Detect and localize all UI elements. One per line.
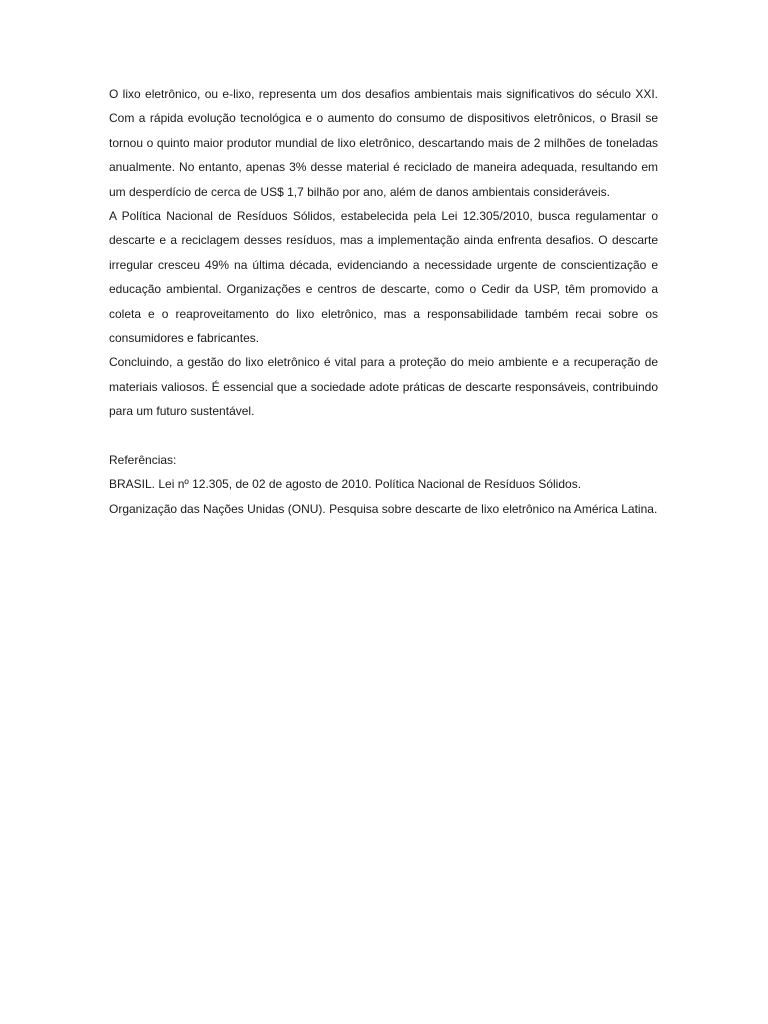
references-heading: Referências:	[109, 453, 177, 468]
reference-item-law: BRASIL. Lei nº 12.305, de 02 de agosto de 2010. Política Nacional de Resíduos Sólidos.	[109, 477, 582, 492]
reference-item-onu: Organização das Nações Unidas (ONU). Pesquisa sobre descarte de lixo eletrônico na América Latina.	[109, 501, 658, 516]
paragraph-intro: O lixo eletrônico, ou e-lixo, representa um dos desafios ambientais mais significativos do século XXI. Com a rápida evolução tecnológica e o aumento do consumo de dispositivos eletrônicos, o Brasil se tornou o quinto maior produtor mundial de lixo eletrônico, descartando mais de 2 milhões de toneladas anualmente. No entanto, apenas 3% desse material é reciclado de maneira adequada, resultando em um desperdício de cerca de US$ 1,7 bilhão por ano, além de danos ambientais consideráveis.	[109, 87, 658, 199]
paragraph-policy: A Política Nacional de Resíduos Sólidos, estabelecida pela Lei 12.305/2010, busca regulamentar o descarte e a reciclagem desses resíduos, mas a implementação ainda enfrenta desafios. O descarte irregular cresceu 49% na última década, evidenciando a necessidade urgente de conscientização e educação ambiental. Organizações e centros de descarte, como o Cedir da USP, têm promovido a coleta e o reaproveitamento do lixo eletrônico, mas a responsabilidade também recai sobre os consumidores e fabricantes.	[109, 209, 658, 346]
document-body	[109, 82, 658, 521]
paragraph-conclusion: Concluindo, a gestão do lixo eletrônico é vital para a proteção do meio ambiente e a recuperação de materiais valiosos. É essencial que a sociedade adote práticas de descarte responsáveis, contribuindo para um futuro sustentável.	[109, 355, 658, 419]
section-spacer	[109, 424, 658, 448]
